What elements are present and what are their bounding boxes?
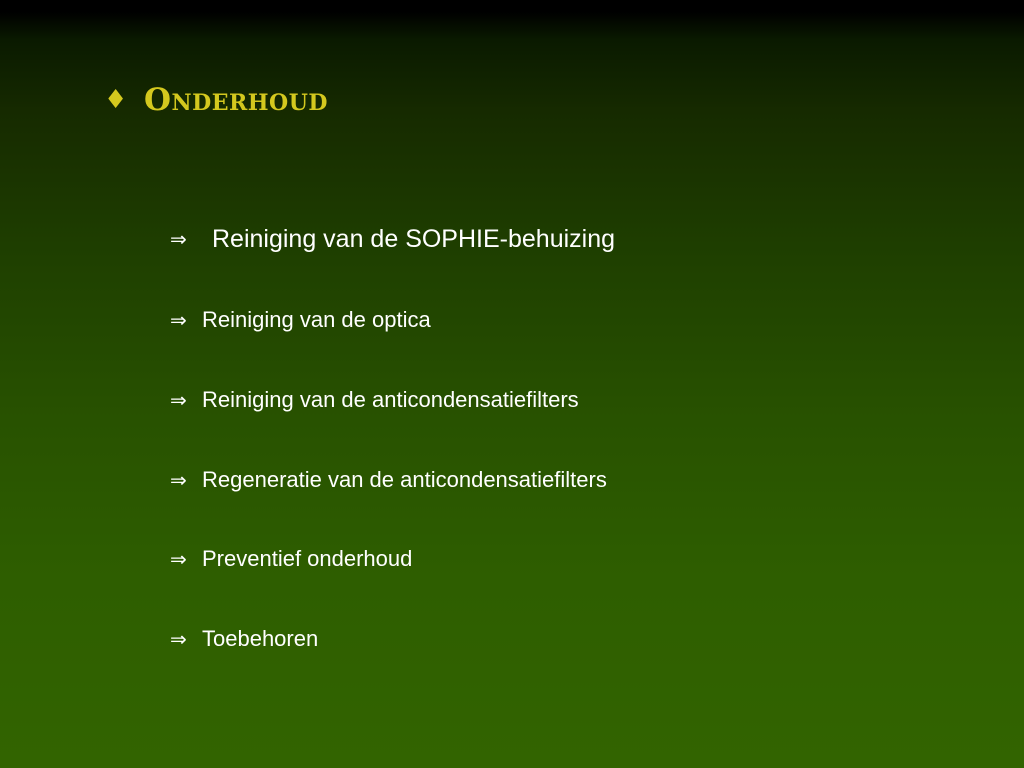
slide-title bbox=[104, 80, 328, 120]
double-arrow-icon: ⇒ bbox=[170, 627, 187, 651]
double-arrow-icon: ⇒ bbox=[170, 468, 187, 492]
list-item bbox=[170, 543, 412, 575]
double-arrow-icon: ⇒ bbox=[170, 547, 187, 571]
list-item-label: Regeneratie van de anticondensatiefilters bbox=[202, 467, 607, 492]
list-item bbox=[170, 304, 431, 336]
double-arrow-icon: ⇒ bbox=[170, 227, 187, 251]
list-item-label: Reiniging van de optica bbox=[202, 307, 431, 332]
list-item-label: Reiniging van de anticondensatiefilters bbox=[202, 387, 579, 412]
list-item bbox=[170, 384, 579, 416]
list-item bbox=[170, 464, 607, 496]
list-item-label: Preventief onderhoud bbox=[202, 546, 413, 571]
list-item-label: Toebehoren bbox=[202, 626, 319, 651]
list-item bbox=[170, 220, 615, 258]
list-item-label: Reiniging van de SOPHIE-behuizing bbox=[212, 224, 616, 253]
list-item bbox=[170, 623, 318, 655]
diamond-bullet-icon: ♦ bbox=[104, 85, 128, 115]
slide-title-text: Onderhoud bbox=[144, 82, 328, 118]
double-arrow-icon: ⇒ bbox=[170, 308, 187, 332]
double-arrow-icon: ⇒ bbox=[170, 388, 187, 412]
